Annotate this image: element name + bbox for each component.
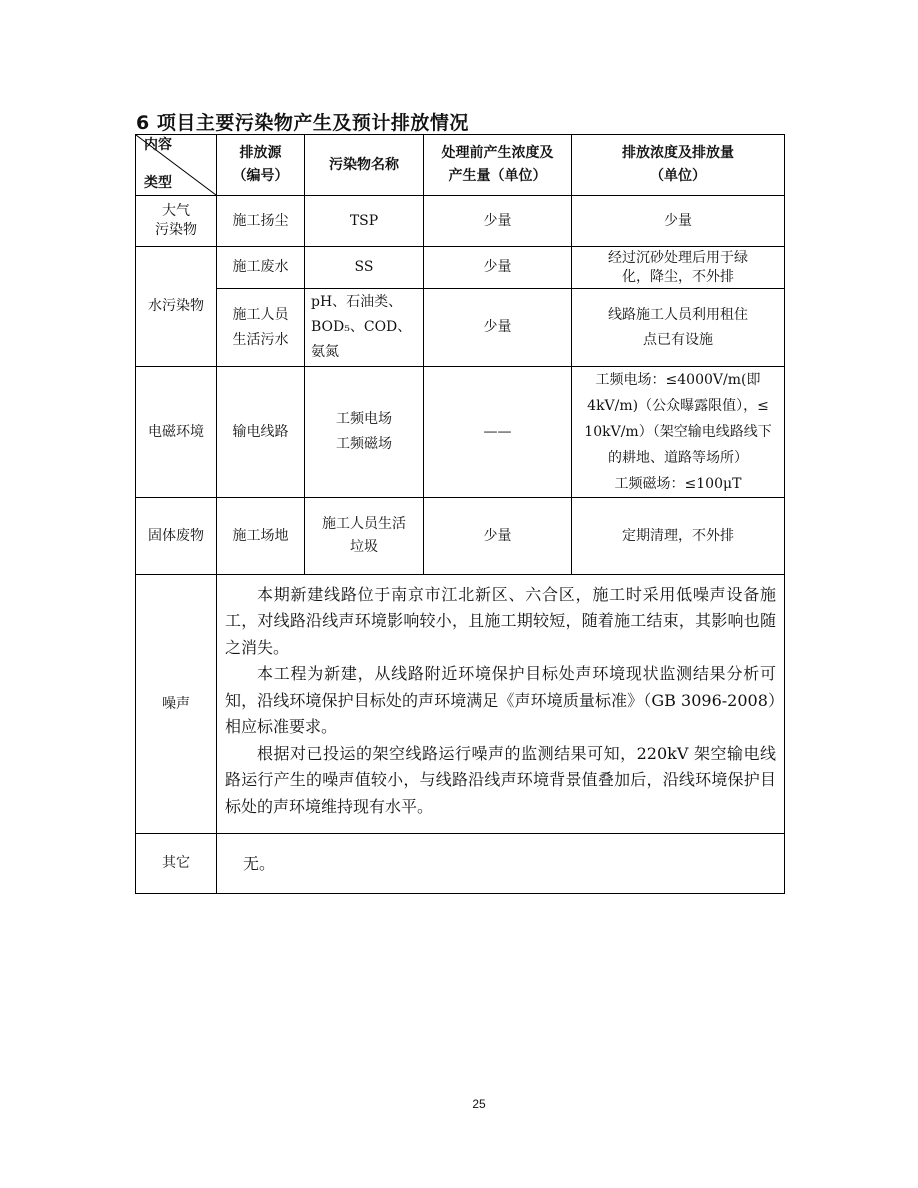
water-source-1: 施工废水 [217,247,305,289]
section-title: 6 项目主要污染物产生及预计排放情况 [136,112,469,134]
category-water: 水污染物 [136,247,217,367]
water-source-2: 施工人员 生活污水 [217,289,305,367]
corner-type-label: 类型 [144,175,172,191]
page-number: 25 [472,1097,486,1111]
header-before-treatment: 处理前产生浓度及 产生量（单位） [424,135,572,196]
air-pollutant: TSP [305,196,424,247]
water-pollutant-1: SS [305,247,424,289]
noise-paragraph: 本期新建线路位于南京市江北新区、六合区，施工时采用低噪声设备施工，对线路沿线声环境影响较小，且施工期较短，随着施工结束，其影响也随之消失。 [225,584,776,657]
solid-source: 施工场地 [217,498,305,575]
table-row-em [136,367,785,498]
water-after-1: 经过沉砂处理后用于绿 化，降尘，不外排 [572,247,785,289]
table-row-air [136,196,785,247]
noise-description [217,575,785,834]
air-before: 少量 [424,196,572,247]
em-pollutant: 工频电场 工频磁场 [305,367,424,498]
corner-header-cell [136,135,217,196]
water-pollutant-2: pH、石油类、 BOD₅、COD、 氨氮 [305,289,424,367]
header-row [136,135,785,196]
header-after-treatment: 排放浓度及排放量 （单位） [572,135,785,196]
em-source: 输电线路 [217,367,305,498]
table-row-water-2 [136,289,785,367]
air-source: 施工扬尘 [217,196,305,247]
table-row-solid [136,498,785,575]
noise-paragraph: 根据对已投运的架空线路运行噪声的监测结果可知，220kV 架空输电线路运行产生的噪声值较小，与线路沿线声环境背景值叠加后，沿线环境保护目标处的声环境维持现有水平。 [225,743,776,816]
category-solid: 固体废物 [136,498,217,575]
header-pollutant: 污染物名称 [305,135,424,196]
air-after: 少量 [572,196,785,247]
solid-after: 定期清理，不外排 [572,498,785,575]
corner-content-label: 内容 [144,137,172,153]
em-before: —— [424,367,572,498]
water-after-2: 线路施工人员利用租住 点已有设施 [572,289,785,367]
category-em: 电磁环境 [136,367,217,498]
solid-before: 少量 [424,498,572,575]
pollutant-table [135,134,785,894]
other-text: 无。 [217,834,785,894]
table-row-noise [136,575,785,834]
water-before-1: 少量 [424,247,572,289]
table-row-water-1 [136,247,785,289]
em-after: 工频电场：≤4000V/m(即 4kV/m)（公众曝露限值），≤ 10kV/m）（架空输电线路线下 的耕地、道路等场所） 工频磁场：≤100μT [572,367,785,498]
solid-pollutant: 施工人员生活 垃圾 [305,498,424,575]
noise-paragraph: 本工程为新建，从线路附近环境保护目标处声环境现状监测结果分析可知，沿线环境保护目标处的声环境满足《声环境质量标准》（GB 3096-2008）相应标准要求。 [225,664,776,737]
water-before-2: 少量 [424,289,572,367]
category-other: 其它 [136,834,217,894]
category-air: 大气 污染物 [136,196,217,247]
table-row-other [136,834,785,894]
category-noise: 噪声 [136,575,217,834]
header-source: 排放源 （编号） [217,135,305,196]
